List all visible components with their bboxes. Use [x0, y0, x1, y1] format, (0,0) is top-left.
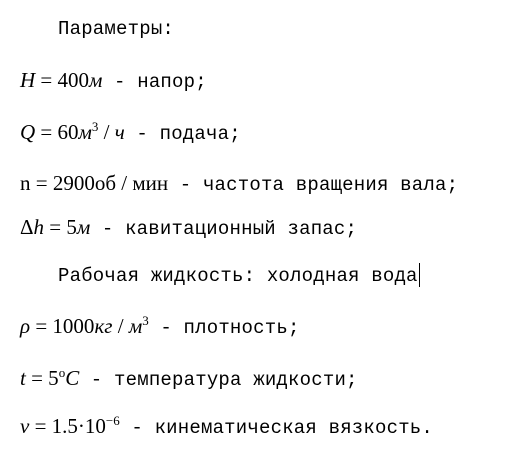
param-head [20, 68, 207, 94]
temperature-description: - температура жидкости; [79, 369, 358, 391]
speed-description: - частота вращения вала; [168, 174, 459, 196]
text-cursor [419, 263, 420, 287]
viscosity-description: - кинематическая вязкость. [119, 417, 434, 439]
param-flow [20, 120, 241, 146]
fluid-heading-text: Рабочая жидкость: холодная вода [58, 265, 418, 287]
speed-formula: n = 2900об / мин [20, 171, 169, 195]
param-temperature [20, 366, 358, 392]
flow-description: - подача; [124, 123, 241, 145]
param-cavitation [20, 215, 357, 241]
cavitation-formula: Δh = 5м [20, 215, 91, 239]
param-speed [20, 171, 458, 197]
parameters-heading: Параметры: [58, 18, 175, 40]
param-viscosity [20, 414, 433, 440]
viscosity-formula: $\nu = 1.5\cdot 10^{-6}$ [20, 413, 120, 438]
cavitation-description: - кавитационный запас; [90, 218, 358, 240]
param-density [20, 314, 300, 340]
temperature-formula: $t = 5^oC$ [20, 365, 80, 390]
head-description: - напор; [102, 71, 207, 93]
density-formula: $\rho = 1000кг / м^3$ [20, 313, 149, 338]
density-description: - плотность; [148, 317, 300, 339]
flow-formula: $Q = 60м^3 / ч$ [20, 119, 125, 144]
head-formula: H = 400м [20, 68, 103, 92]
fluid-heading [58, 263, 420, 288]
